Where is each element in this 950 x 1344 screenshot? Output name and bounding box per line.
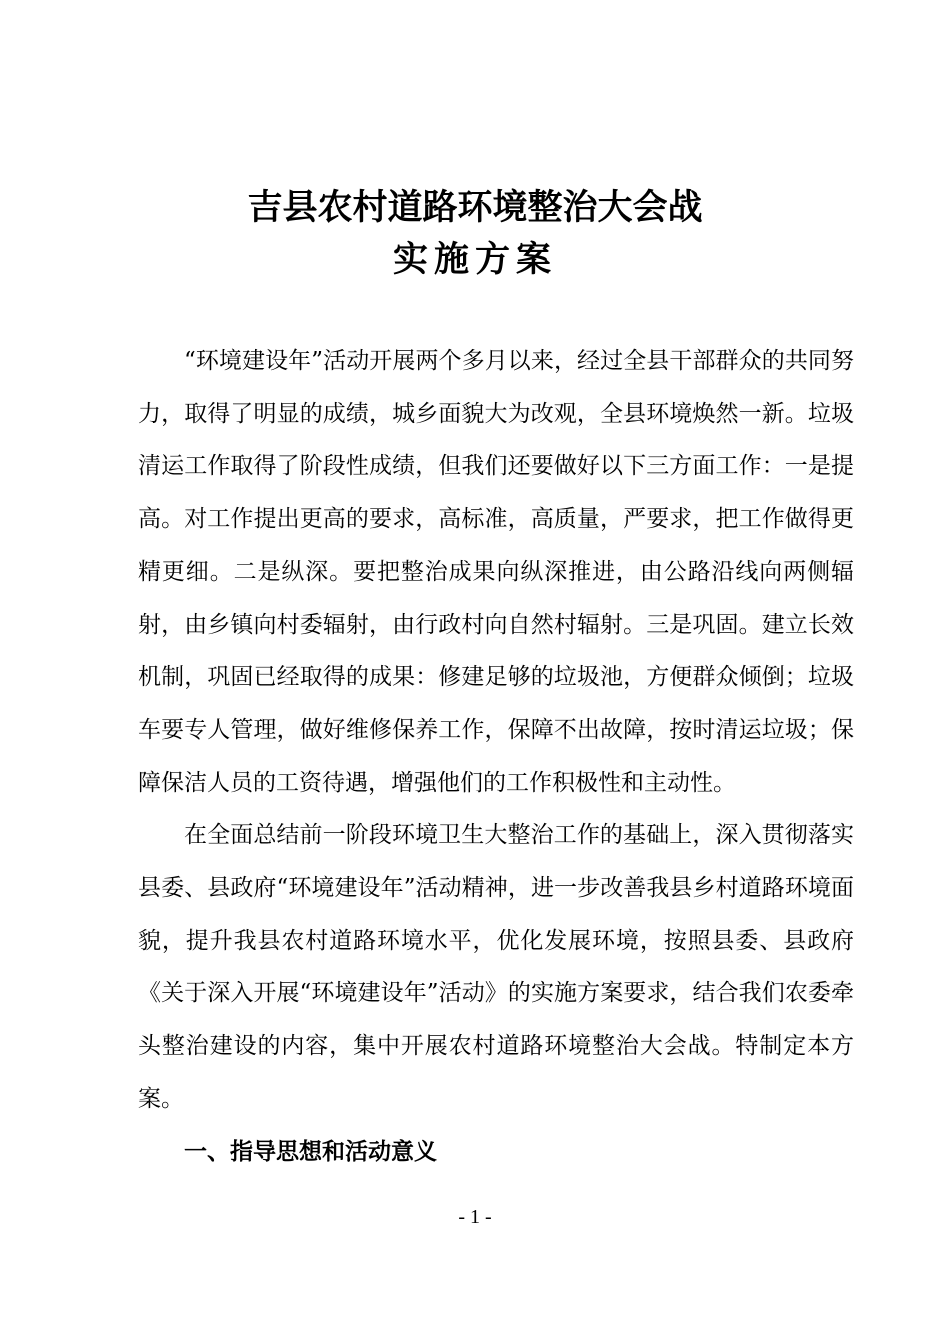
page-number: - 1 -: [458, 1206, 492, 1228]
paragraph-1: “环境建设年”活动开展两个多月以来，经过全县干部群众的共同努力，取得了明显的成绩，城乡面貌大为改观，全县环境焕然一新。垃圾清运工作取得了阶段性成绩，但我们还要做好以下三方面工作：一是提高。对工作提出更高的要求，高标准，高质量，严要求，把工作做得更精更细。二是纵深。要把整治成果向纵深推进，由公路沿线向两侧辐射，由乡镇向村委辐射，由行政村向自然村辐射。三是巩固。建立长效机制，巩固已经取得的成果：修建足够的垃圾池，方便群众倾倒；垃圾车要专人管理，做好维修保养工作，保障不出故障，按时清运垃圾；保障保洁人员的工资待遇，增强他们的工作积极性和主动性。: [138, 348, 854, 796]
document-title: [0, 182, 950, 286]
document-body: [138, 335, 854, 1178]
title-line-1: 吉县农村道路环境整治大会战: [247, 187, 703, 228]
paragraph-2: 在全面总结前一阶段环境卫生大整治工作的基础上，深入贯彻落实县委、县政府“环境建设年”活动精神，进一步改善我县乡村道路环境面貌，提升我县农村道路环境水平，优化发展环境，按照县委、县政府《关于深入开展“环境建设年”活动》的实施方案要求，结合我们农委牵头整治建设的内容，集中开展农村道路环境整治大会战。特制定本方案。: [138, 822, 854, 1112]
section-heading: 一、指导思想和活动意义: [184, 1138, 437, 1165]
title-line-2: 实施方案: [392, 239, 557, 280]
